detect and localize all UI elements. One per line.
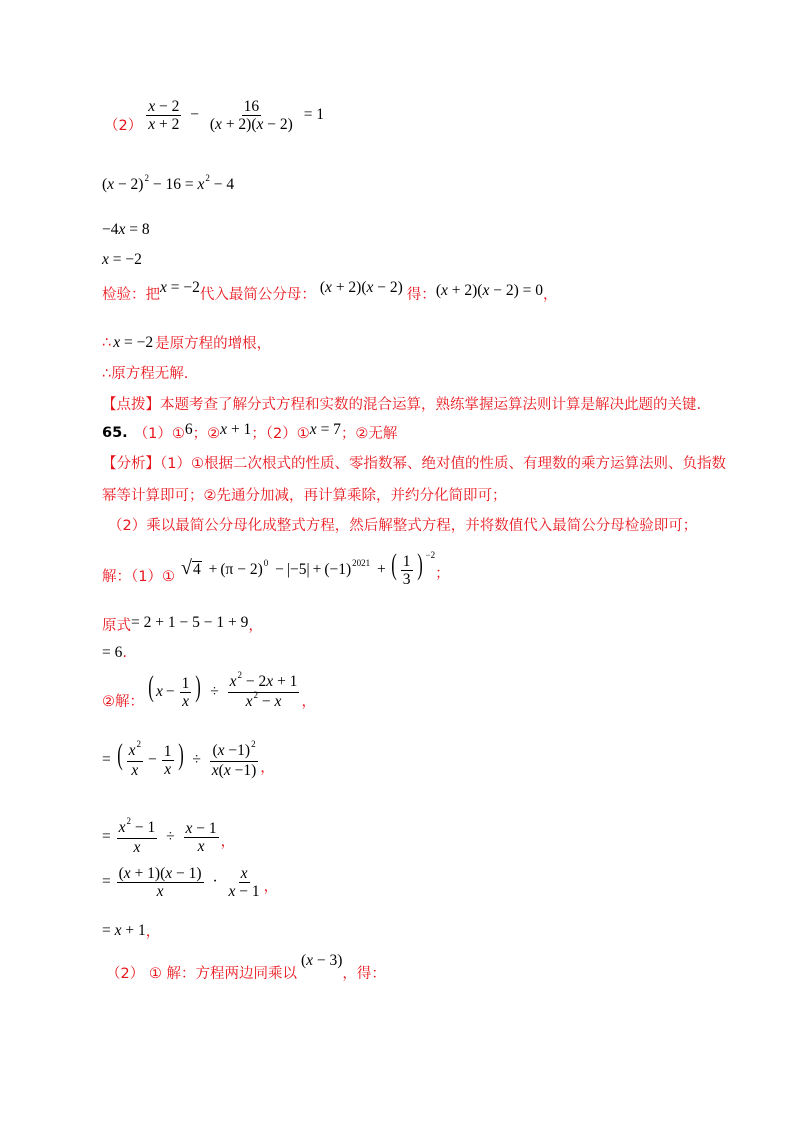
check-line: 检验：把 x = −2 代入最简公分母： (x + 2)(x − 2) 得： (x + 2)(x − 2) = 0 ， [102,278,558,303]
step-b: = $\frac{x^2 - 1}{x}$ ÷ $\frac{x - 1}{x}$ ， [102,816,236,856]
equation-step-1: $(x - 2)^2 - 16 = x^2 - 4$ [102,173,235,193]
step-c: = $\frac{(x + 1)(x - 1)}{x}$ · $\frac{x}{x - 1}$ ， [102,865,279,900]
conclusion-2: ∴原方程无解. [102,366,189,382]
step-a: = ( $\frac{x^2}{x}$ − $\frac{1}{x}$ ) ÷ $\frac{(x -1)^2}{x(x -1)}$ ， [102,738,275,779]
q64-equation [104,96,327,135]
step-d: = x + 1 ， [102,921,161,940]
yuanshi-line: 原式 = 2 + 1 − 5 − 1 + 9 ， [102,613,263,634]
check-result: 得： [406,287,436,303]
equation-step-3: x = −2 [102,251,142,268]
fenxi-line1: 【分析】（1）①根据二次根式的性质、零指数幂、绝对值的性质、有理数的乘方运算法则、负指数 [102,456,726,472]
equation-step-2: −4x = 8 [102,221,150,238]
check-sub: 代入最简公分母： [199,287,316,303]
solution-intro: 解：（1）① √ 4 + $(\pi - 2)^0 - |-5| + (-1)^{2021}$ + ( $\frac{1}{3}$ ) $^{-2}$ ； [102,548,450,588]
conclusion-1: ∴ x = −2 是原方程的增根， [102,333,272,352]
dianbo-note: 【点拨】本题考查了解分式方程和实数的混合运算，熟练掌握运算法则计算是解决此题的关键. [102,397,702,413]
check-prefix: 检验：把 [102,287,160,303]
q64-part2-label: （2） [104,118,143,134]
fenxi-line2: 幂等计算即可；②先通分加减，再计算乘除，并约分化简即可； [102,488,507,504]
part2-method: （2）乘以最简公分母化成整式方程，然后解整式方程，并将数值代入最简公分母检验即可； [108,518,698,534]
q65-number: 65. [102,424,128,441]
part2-solution-intro: （2） ① 解：方程两边同乘以 (x − 3) ，得： [106,951,386,982]
part2-expression: ②解： ( x − $\frac{1}{x}$ ) ÷ $\frac{x^2 - 2x + 1}{x^2 - x}$ ， [102,669,316,710]
q65-answers: 65. （1）① 6 ；② x + 1 ；（2）① x = 7 ；②无解 [102,420,398,442]
result-line: = 6 . [102,644,127,661]
q64-equation-math: $\frac{x - 2}{x + 2}$ − $\frac{16}{(x + 2)(x - 2)}$ = 1 [148,98,325,133]
